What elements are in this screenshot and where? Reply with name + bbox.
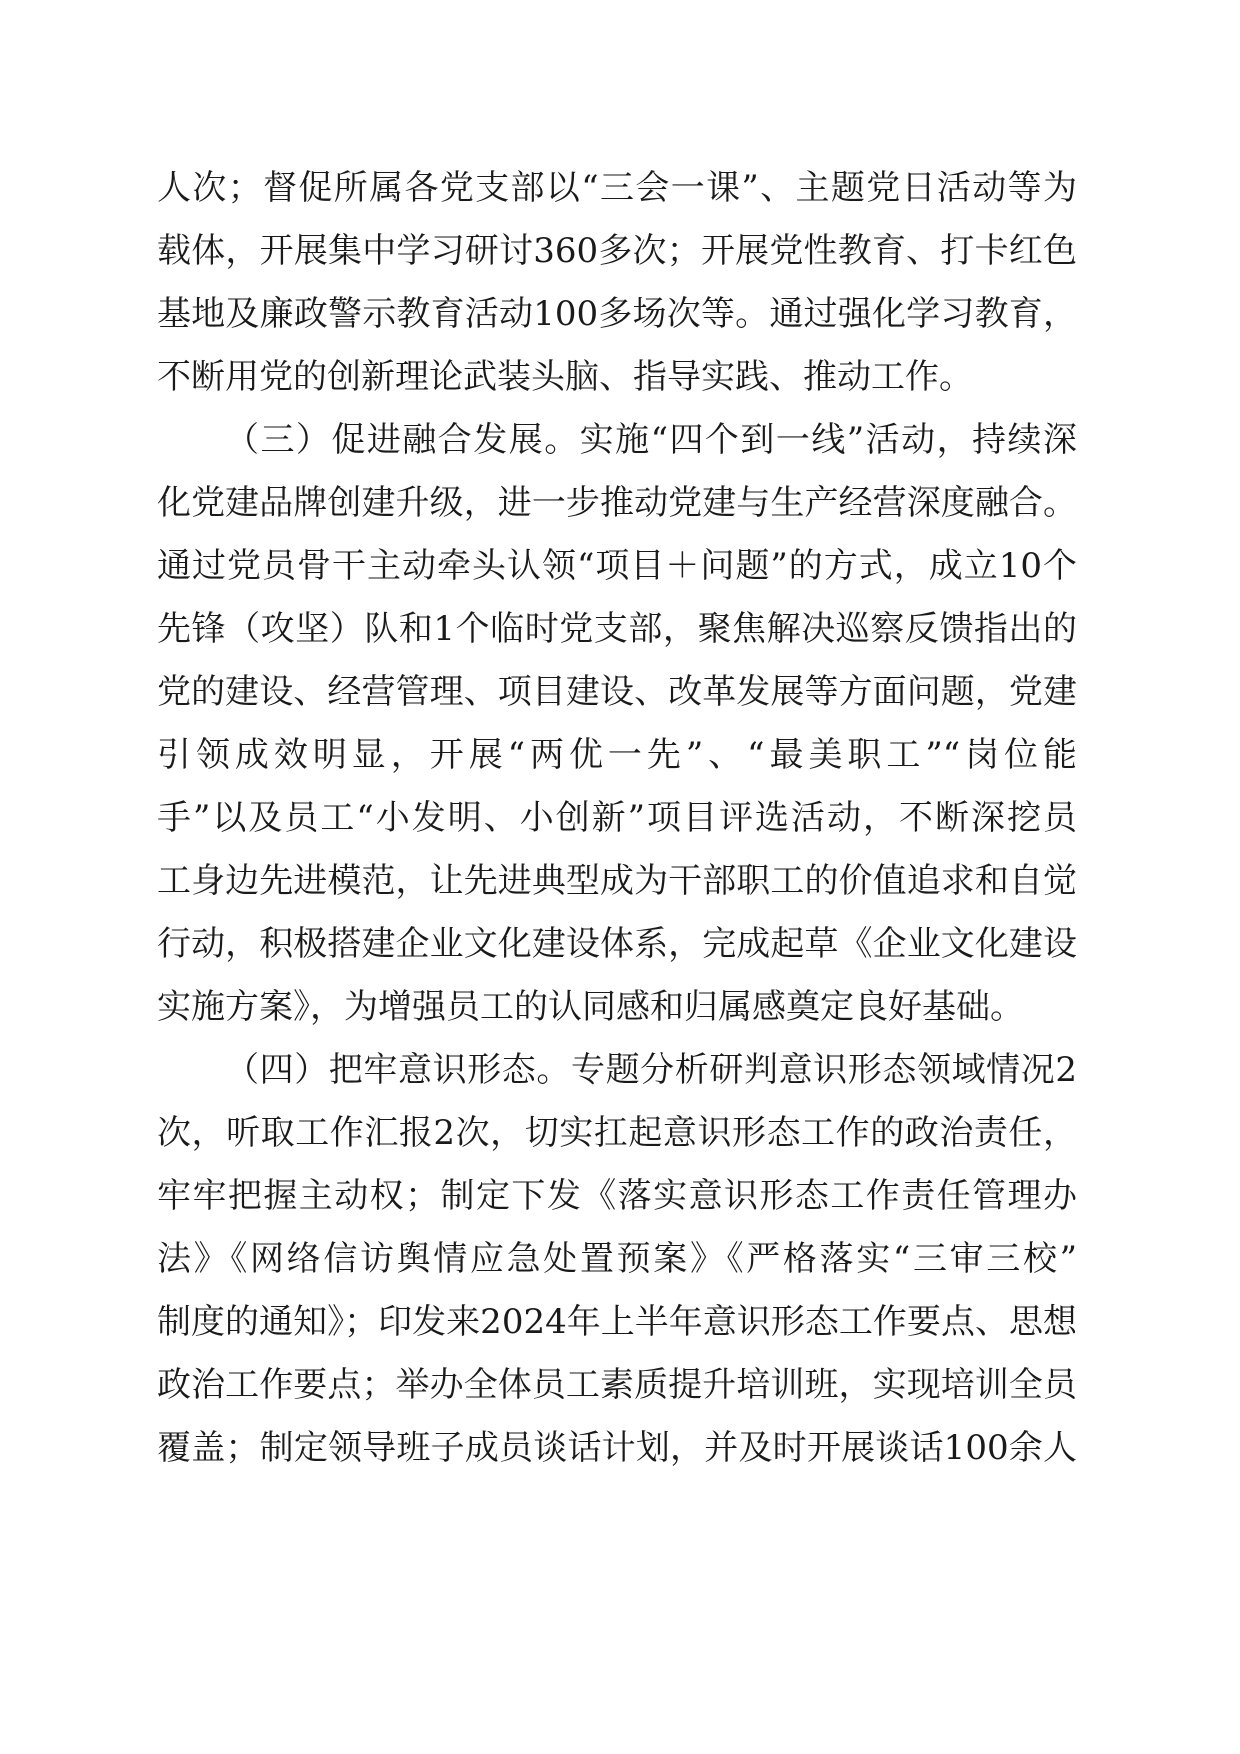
text-line: 法》《网络信访舆情应急处置预案》《严格落实“三审三校” bbox=[157, 1239, 1077, 1279]
text-line: 次，听取工作汇报2次，切实扛起意识形态工作的政治责任， bbox=[157, 1113, 1077, 1153]
text-line: 人次；督促所属各党支部以“三会一课”、主题党日活动等为 bbox=[157, 168, 1077, 208]
text-line: 制度的通知》；印发来2024年上半年意识形态工作要点、思想 bbox=[157, 1302, 1077, 1342]
text-line: 载体，开展集中学习研讨360多次；开展党性教育、打卡红色 bbox=[157, 231, 1077, 271]
section-heading-line: （三）促进融合发展。实施“四个到一线”活动，持续深 bbox=[225, 420, 1077, 460]
text-line: 先锋（攻坚）队和1个临时党支部，聚焦解决巡察反馈指出的 bbox=[157, 609, 1077, 649]
text-line: 实施方案》，为增强员工的认同感和归属感奠定良好基础。 bbox=[157, 987, 1024, 1027]
text-line: 政治工作要点；举办全体员工素质提升培训班，实现培训全员 bbox=[157, 1365, 1077, 1405]
text-line: 引领成效明显，开展“两优一先”、“最美职工”“岗位能 bbox=[157, 735, 1077, 775]
text-line: 通过党员骨干主动牵头认领“项目＋问题”的方式，成立10个 bbox=[157, 546, 1077, 586]
text-line: 牢牢把握主动权；制定下发《落实意识形态工作责任管理办 bbox=[157, 1176, 1077, 1216]
section-heading-line: （四）把牢意识形态。专题分析研判意识形态领域情况2 bbox=[225, 1050, 1077, 1090]
text-line: 化党建品牌创建升级，进一步推动党建与生产经营深度融合。 bbox=[157, 483, 1077, 523]
text-line: 基地及廉政警示教育活动100多场次等。通过强化学习教育， bbox=[157, 294, 1077, 334]
text-line: 覆盖；制定领导班子成员谈话计划，并及时开展谈话100余人 bbox=[157, 1428, 1077, 1468]
text-line: 党的建设、经营管理、项目建设、改革发展等方面问题，党建 bbox=[157, 672, 1077, 712]
text-line: 手”以及员工“小发明、小创新”项目评选活动，不断深挖员 bbox=[157, 798, 1077, 838]
text-line: 行动，积极搭建企业文化建设体系，完成起草《企业文化建设 bbox=[157, 924, 1077, 964]
text-line: 不断用党的创新理论武装头脑、指导实践、推动工作。 bbox=[157, 357, 973, 397]
text-line: 工身边先进模范，让先进典型成为干部职工的价值追求和自觉 bbox=[157, 861, 1077, 901]
